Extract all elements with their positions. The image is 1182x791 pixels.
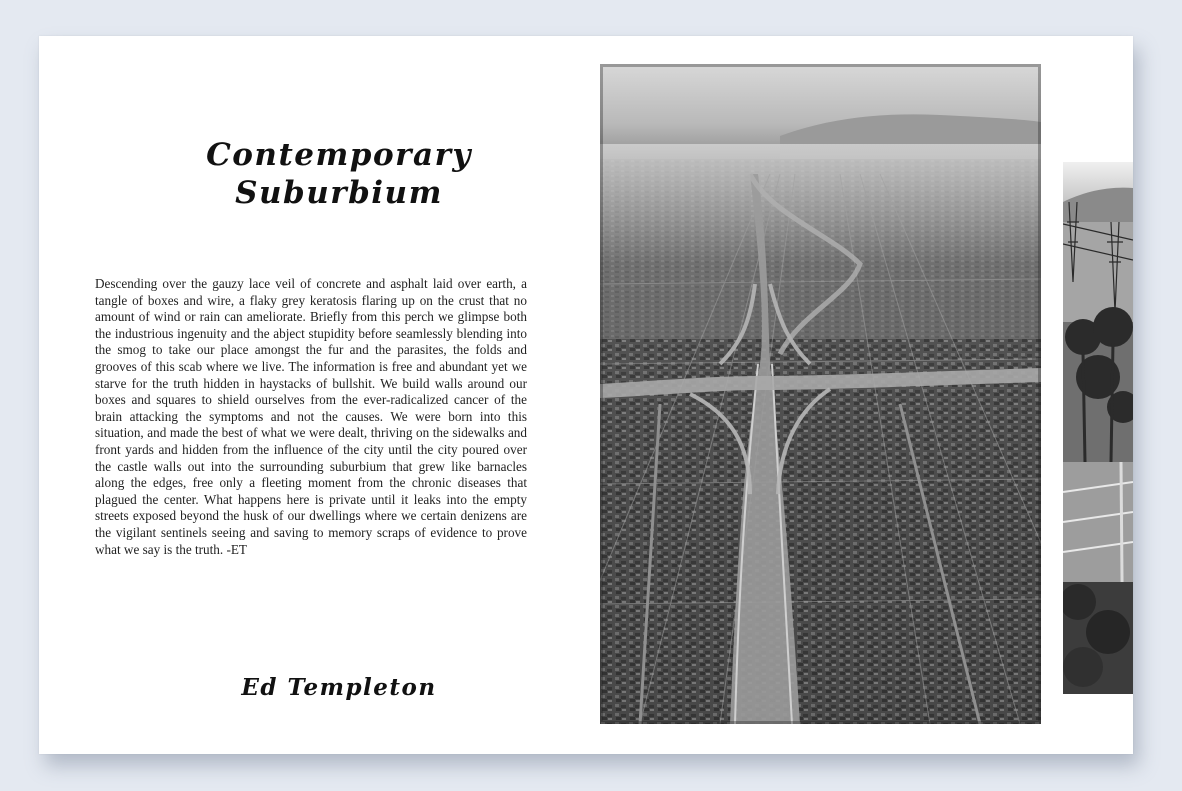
book-spread [39,36,1133,754]
body-text: Descending over the gauzy lace veil of concrete and asphalt laid over earth, a tangle of boxes and wire, a flaky grey keratosis flaring up on the crust that no amount of wind or rain can ameliorate. Briefly from this perch we glimpse both the industrious ingenuity and the abject stupidity before seamlessly blending into the smog to take our place amongst the fur and the parasites, the folds and grooves of this scab where we live. The information is free and abundant yet we starve for the truth hidden in haystacks of bullshit. We build walls around our boxes and squares to shield ourselves from the ever-radicalized cancer of the brain attacking the symptoms and not the causes. We were born into this situation, and made the best of what we were dealt, thriving on the sidewalks and front yards and hidden from the influence of the city until the city poured over the castle walls out into the surrounding suburbium that grew like barnacles along the edges, free only a fleeting moment from the chronic diseases that plagued the center. What happens here is private until it leaks into the empty streets exposed beyond the husk of our dwellings where we certain denizens are the vigilant sentinels seeing and saving to memory scraps of evidence to prove what we say is the truth. -ET [95,276,527,557]
title-line-1: Contemporary [206,137,472,173]
power-lines-photo [1063,162,1133,694]
page-title [159,136,519,212]
author-name: Ed Templeton [241,674,437,701]
title-line-2: Suburbium [235,175,443,211]
aerial-freeway-photo [600,64,1041,724]
